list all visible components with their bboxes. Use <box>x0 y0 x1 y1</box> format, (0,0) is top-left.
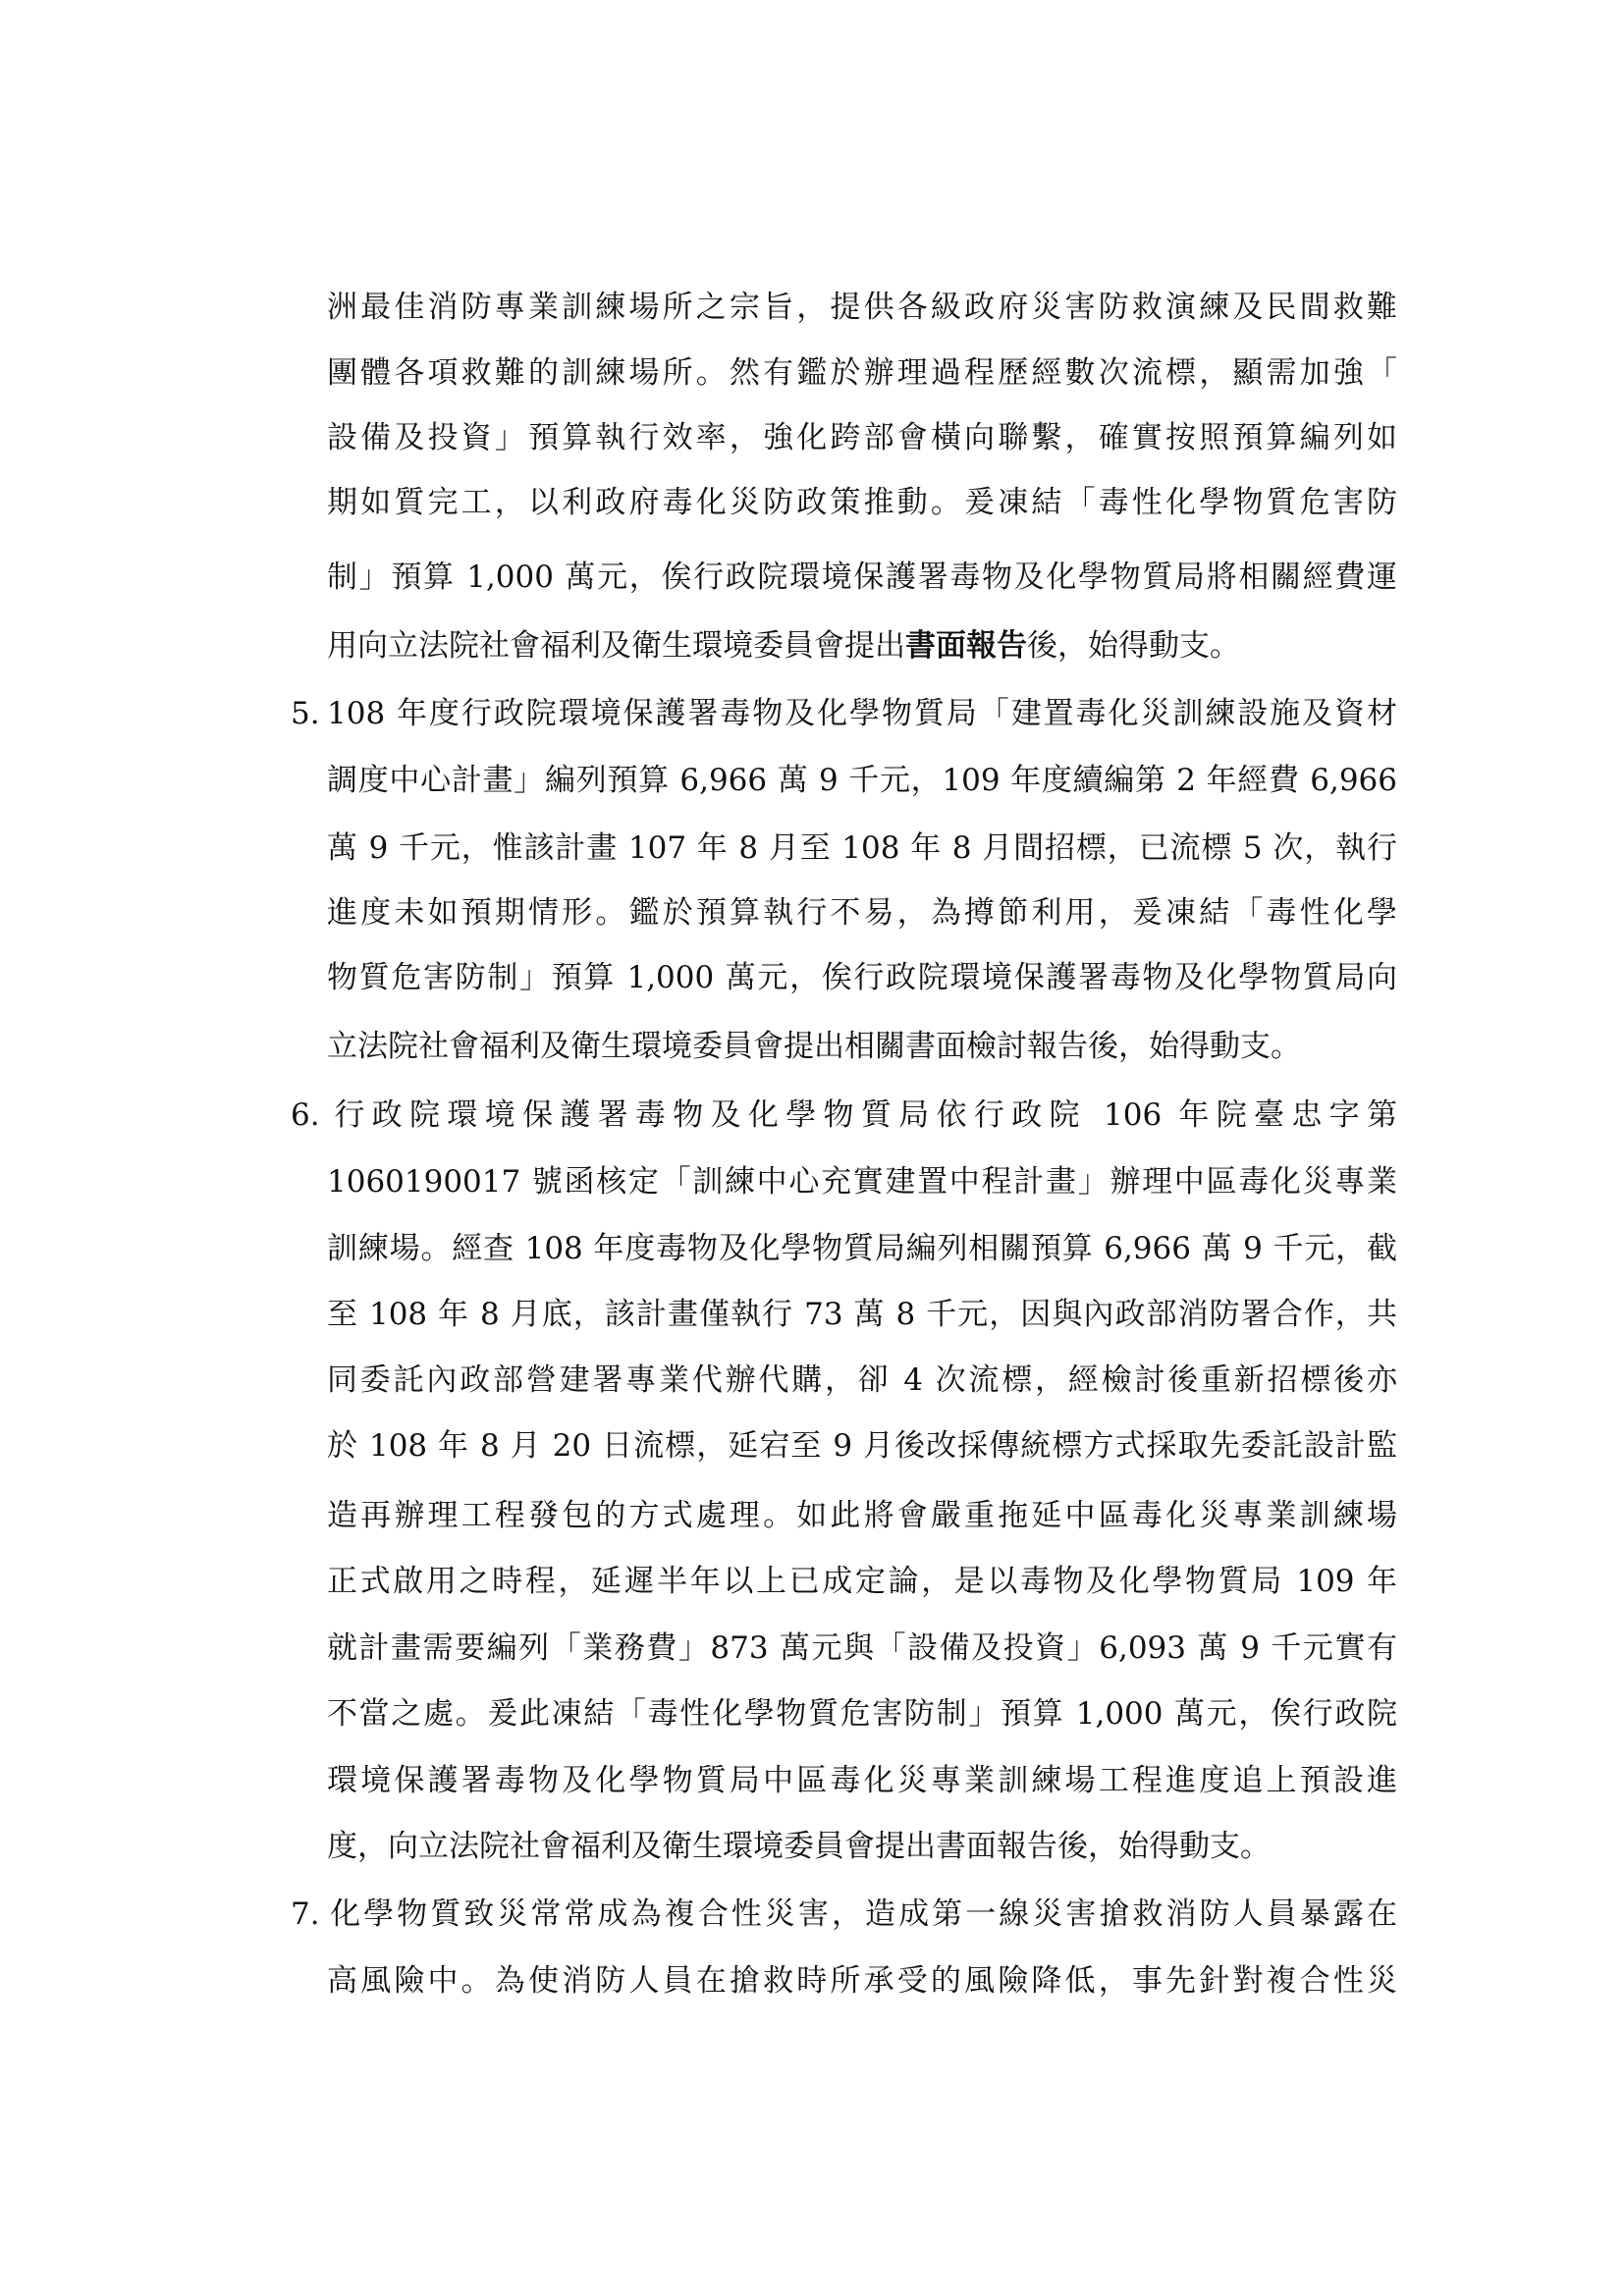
text-segment: 108 年度行政院環境保護署毒物及化學物質局「建置毒化災訓練設施及資材 <box>327 696 1397 731</box>
text-segment: 後，始得動支。 <box>1027 628 1240 664</box>
text-line: 環境保護署毒物及化學物質局中區毒化災專業訓練場工程進度追上預設進 <box>327 1763 1397 1798</box>
text-line: 期如質完工，以利政府毒化災防政策推動。爰凍結「毒性化學物質危害防 <box>327 485 1397 520</box>
item-number: 6. <box>291 1097 320 1133</box>
text-line: 就計畫需要編列「業務費」873 萬元與「設備及投資」6,093 萬 9 千元實有 <box>327 1630 1397 1666</box>
text-segment: 化學物質致災常常成為複合性災害，造成第一線災害搶救消防人員暴露在 <box>327 1896 1397 1932</box>
text-line: 進度未如預期情形。鑑於預算執行不易，為撙節利用，爰凍結「毒性化學 <box>327 895 1397 931</box>
text-line: 高風險中。為使消防人員在搶救時所承受的風險降低，事先針對複合性災 <box>327 1963 1397 1999</box>
item-number: 7. <box>291 1896 320 1932</box>
text-line: 造再辦理工程發包的方式處理。如此將會嚴重拖延中區毒化災專業訓練場 <box>327 1498 1397 1533</box>
text-segment: 行政院環境保護署毒物及化學物質局依行政院 106 年院臺忠字第 <box>327 1097 1397 1133</box>
text-line: 不當之處。爰此凍結「毒性化學物質危害防制」預算 1,000 萬元，俟行政院 <box>327 1696 1397 1732</box>
text-line <box>291 1095 1397 1139</box>
text-line: 設備及投資」預算執行效率，強化跨部會橫向聯繫，確實按照預算編列如 <box>327 420 1397 455</box>
item-number: 5. <box>291 696 320 731</box>
text-line: 1060190017 號函核定「訓練中心充實建置中程計畫」辦理中區毒化災專業 <box>327 1164 1397 1200</box>
text-line: 物質危害防制」預算 1,000 萬元，俟行政院環境保護署毒物及化學物質局向 <box>327 960 1397 995</box>
text-line: 度，向立法院社會福利及衛生環境委員會提出書面報告後，始得動支。 <box>327 1829 1271 1864</box>
text-line: 正式啟用之時程，延遲半年以上已成定論，是以毒物及化學物質局 109 年 <box>327 1564 1397 1599</box>
text-line: 洲最佳消防專業訓練場所之宗旨，提供各級政府災害防救演練及民間救難 <box>327 290 1397 325</box>
text-line <box>291 694 1397 737</box>
text-segment: 用向立法院社會福利及衛生環境委員會提出 <box>327 628 905 664</box>
text-line: 調度中心計畫」編列預算 6,966 萬 9 千元，109 年度續編第 2 年經費 6,966 <box>327 763 1397 798</box>
text-line: 立法院社會福利及衛生環境委員會提出相關書面檢討報告後，始得動支。 <box>327 1029 1301 1064</box>
text-line <box>327 626 1397 669</box>
text-line: 同委託內政部營建署專業代辦代購，卻 4 次流標，經檢討後重新招標後亦 <box>327 1362 1397 1398</box>
text-line <box>291 1895 1397 1938</box>
text-line: 制」預算 1,000 萬元，俟行政院環境保護署毒物及化學物質局將相關經費運 <box>327 560 1397 595</box>
text-line: 至 108 年 8 月底，該計畫僅執行 73 萬 8 千元，因與內政部消防署合作，共 <box>327 1297 1397 1332</box>
text-line: 萬 9 千元，惟該計畫 107 年 8 月至 108 年 8 月間招標，已流標 5 次，執行 <box>327 830 1397 866</box>
bold-text-written-report: 書面報告 <box>905 628 1027 664</box>
text-line: 團體各項救難的訓練場所。然有鑑於辦理過程歷經數次流標，顯需加強「 <box>327 355 1397 391</box>
text-line: 訓練場。經查 108 年度毒物及化學物質局編列相關預算 6,966 萬 9 千元，截 <box>327 1231 1397 1266</box>
text-line: 於 108 年 8 月 20 日流標，延宕至 9 月後改採傳統標方式採取先委託設計監 <box>327 1428 1397 1464</box>
